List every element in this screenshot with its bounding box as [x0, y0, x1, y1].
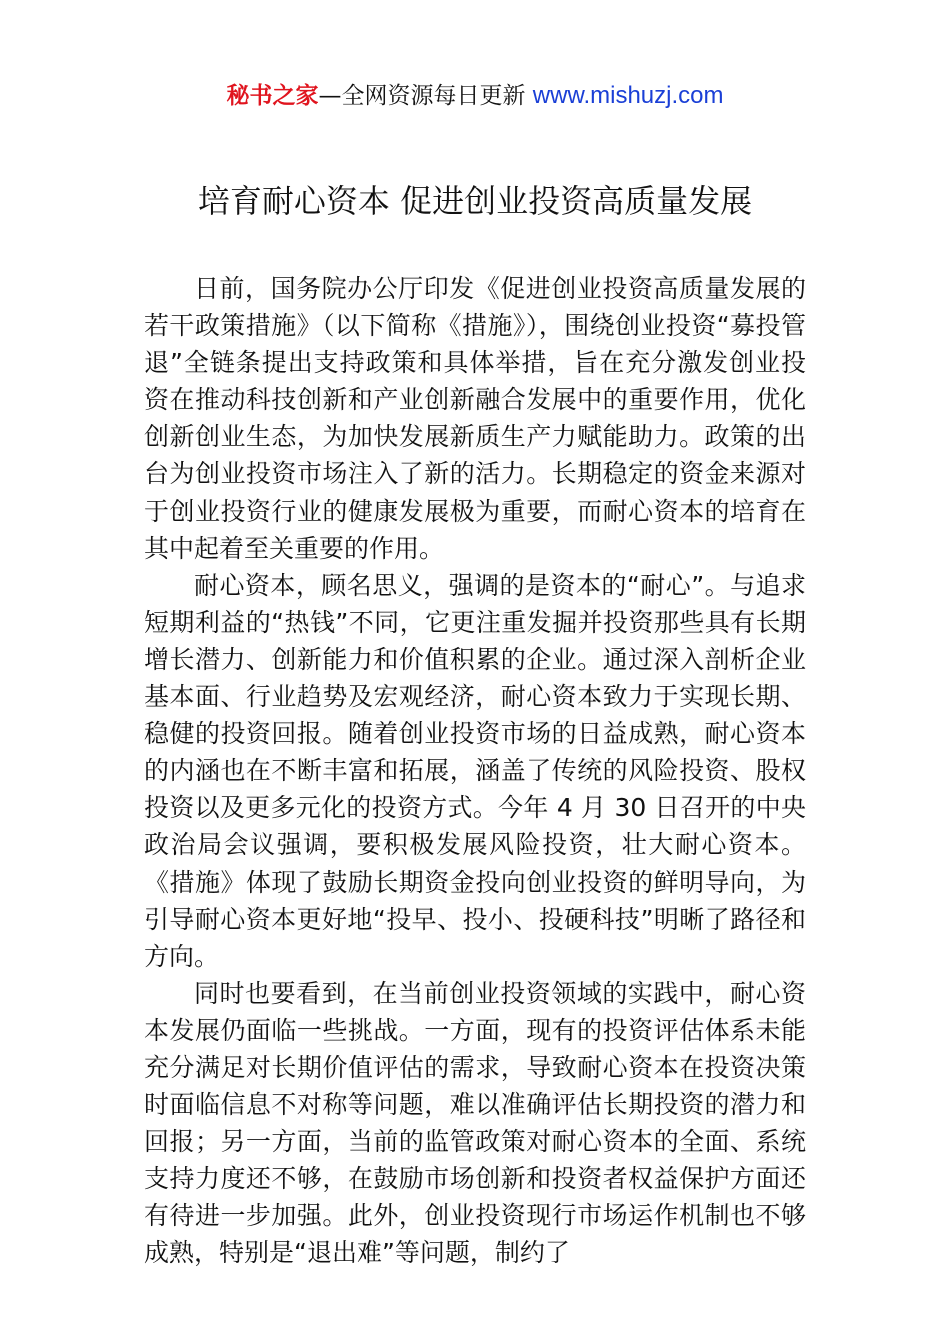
site-tagline: —全网资源每日更新: [318, 83, 533, 109]
paragraph-3: 同时也要看到，在当前创业投资领域的实践中，耐心资本发展仍面临一些挑战。一方面，现有的投资评估体系未能充分满足对长期价值评估的需求，导致耐心资本在投资决策时面临信息不对称等问题，难以准确评估长期投资的潜力和回报；另一方面，当前的监管政策对耐心资本的全面、系统支持力度还不够，在鼓励市场创新和投资者权益保护方面还有待进一步加强。此外，创业投资现行市场运作机制也不够成熟，特别是“退出难”等问题，制约了: [144, 978, 806, 1268]
document-title: 培育耐心资本 促进创业投资高质量发展: [197, 182, 753, 220]
site-brand: 秘书之家: [226, 83, 319, 109]
paragraph-2: 耐心资本，顾名思义，强调的是资本的“耐心”。与追求短期利益的“热钱”不同，它更注重发掘并投资那些具有长期增长潜力、创新能力和价值积累的企业。通过深入剖析企业基本面、行业趋势及宏观经济，耐心资本致力于实现长期、稳健的投资回报。随着创业投资市场的日益成熟，耐心资本的内涵也在不断丰富和拓展，涵盖了传统的风险投资、股权投资以及更多元化的投资方式。今年 4 月 30 日召开的中央政治局会议强调，要积极发展风险投资，壮大耐心资本。《措施》体现了鼓励长期资金投向创业投资的鲜明导向，为引导耐心资本更好地“投早、投小、投硬科技”明晰了路径和方向。: [144, 570, 806, 971]
site-url-link[interactable]: www.mishuzj.com: [532, 82, 724, 109]
site-header: [0, 80, 950, 112]
document-body: [144, 270, 806, 1272]
paragraph-1: 日前，国务院办公厅印发《促进创业投资高质量发展的若干政策措施》（以下简称《措施》），围绕创业投资“募投管退”全链条提出支持政策和具体举措，旨在充分激发创业投资在推动科技创新和产业创新融合发展中的重要作用，优化创新创业生态，为加快发展新质生产力赋能助力。政策的出台为创业投资市场注入了新的活力。长期稳定的资金来源对于创业投资行业的健康发展极为重要，而耐心资本的培育在其中起着至关重要的作用。: [144, 274, 806, 563]
